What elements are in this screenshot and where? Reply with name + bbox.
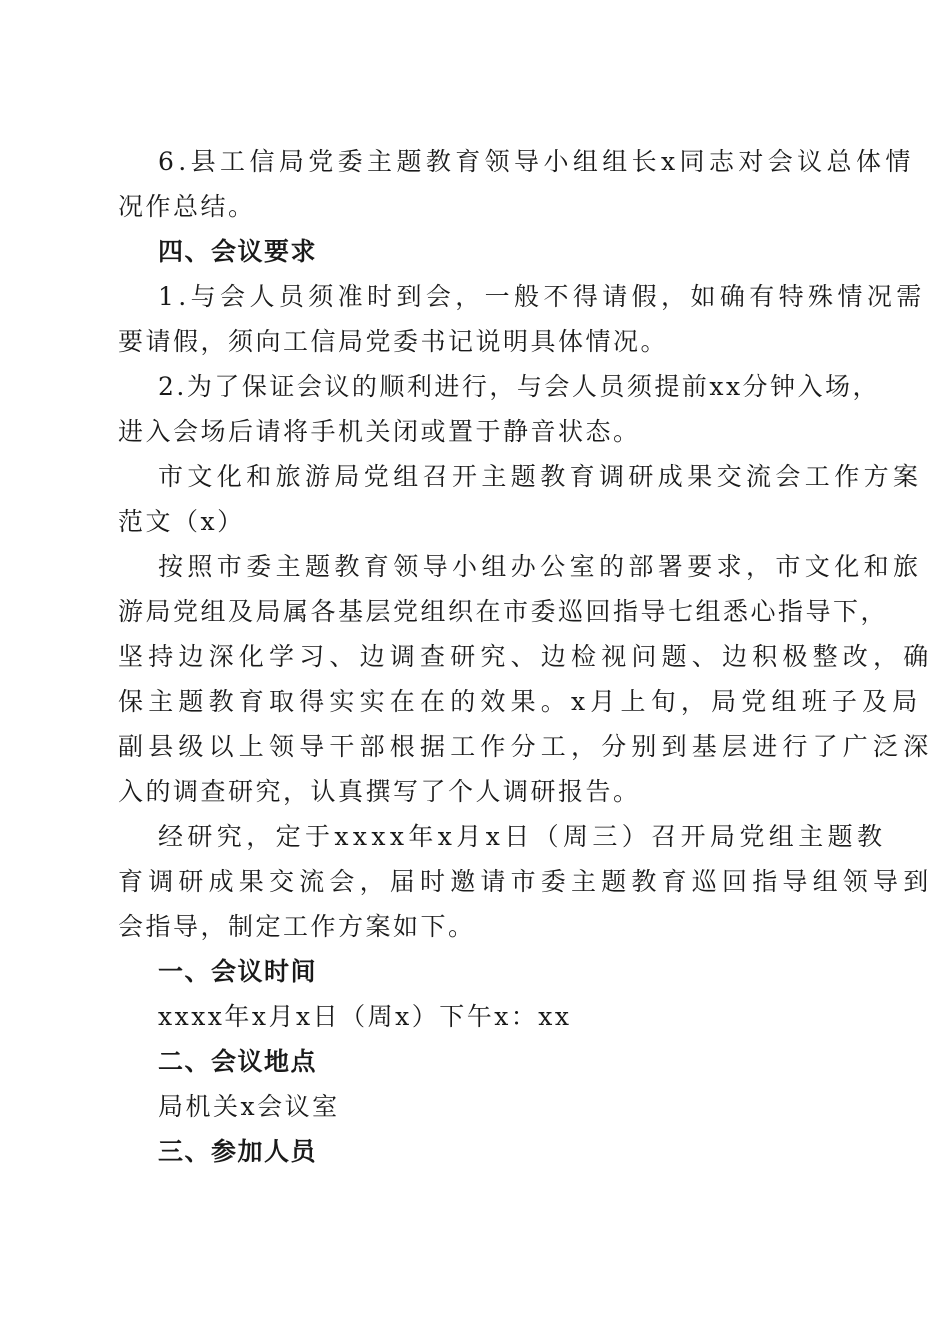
document-title-line: 范文（x）: [118, 507, 245, 536]
paragraph-line: 6.县工信局党委主题教育领导小组组长x同志对会议总体情: [158, 147, 915, 176]
paragraph-line: 坚持边深化学习、边调查研究、边检视问题、边积极整改，确: [118, 642, 934, 671]
section-heading: 一、会议时间: [158, 957, 318, 986]
section-heading: 四、会议要求: [158, 237, 318, 266]
paragraph-line: 1.与会人员须准时到会，一般不得请假，如确有特殊情况需: [158, 282, 926, 311]
paragraph-line: 局机关x会议室: [158, 1092, 340, 1121]
paragraph-line: 入的调查研究，认真撰写了个人调研报告。: [118, 777, 641, 806]
paragraph-line: 按照市委主题教育领导小组办公室的部署要求，市文化和旅: [158, 552, 923, 581]
section-heading: 二、会议地点: [158, 1047, 318, 1076]
document-title-line: 市文化和旅游局党组召开主题教育调研成果交流会工作方案: [158, 462, 923, 491]
paragraph-line: 副县级以上领导干部根据工作分工，分别到基层进行了广泛深: [118, 732, 934, 761]
paragraph-line: 经研究，定于xxxx年x月x日（周三）召开局党组主题教: [158, 822, 887, 851]
paragraph-line: 要请假，须向工信局党委书记说明具体情况。: [118, 327, 669, 356]
paragraph-line: 会指导，制定工作方案如下。: [118, 912, 476, 941]
paragraph-line: 游局党组及局属各基层党组织在市委巡回指导七组悉心指导下，: [118, 597, 889, 626]
paragraph-line: 育调研成果交流会，届时邀请市委主题教育巡回指导组领导到: [118, 867, 934, 896]
paragraph-line: 进入会场后请将手机关闭或置于静音状态。: [118, 417, 641, 446]
section-heading: 三、参加人员: [158, 1137, 318, 1166]
paragraph-line: 2.为了保证会议的顺利进行，与会人员须提前xx分钟入场，: [158, 372, 881, 401]
paragraph-line: 保主题教育取得实实在在的效果。x月上旬，局党组班子及局: [118, 687, 923, 716]
paragraph-line: xxxx年x月x日（周x）下午x：xx: [158, 1002, 572, 1031]
paragraph-line: 况作总结。: [118, 192, 256, 221]
